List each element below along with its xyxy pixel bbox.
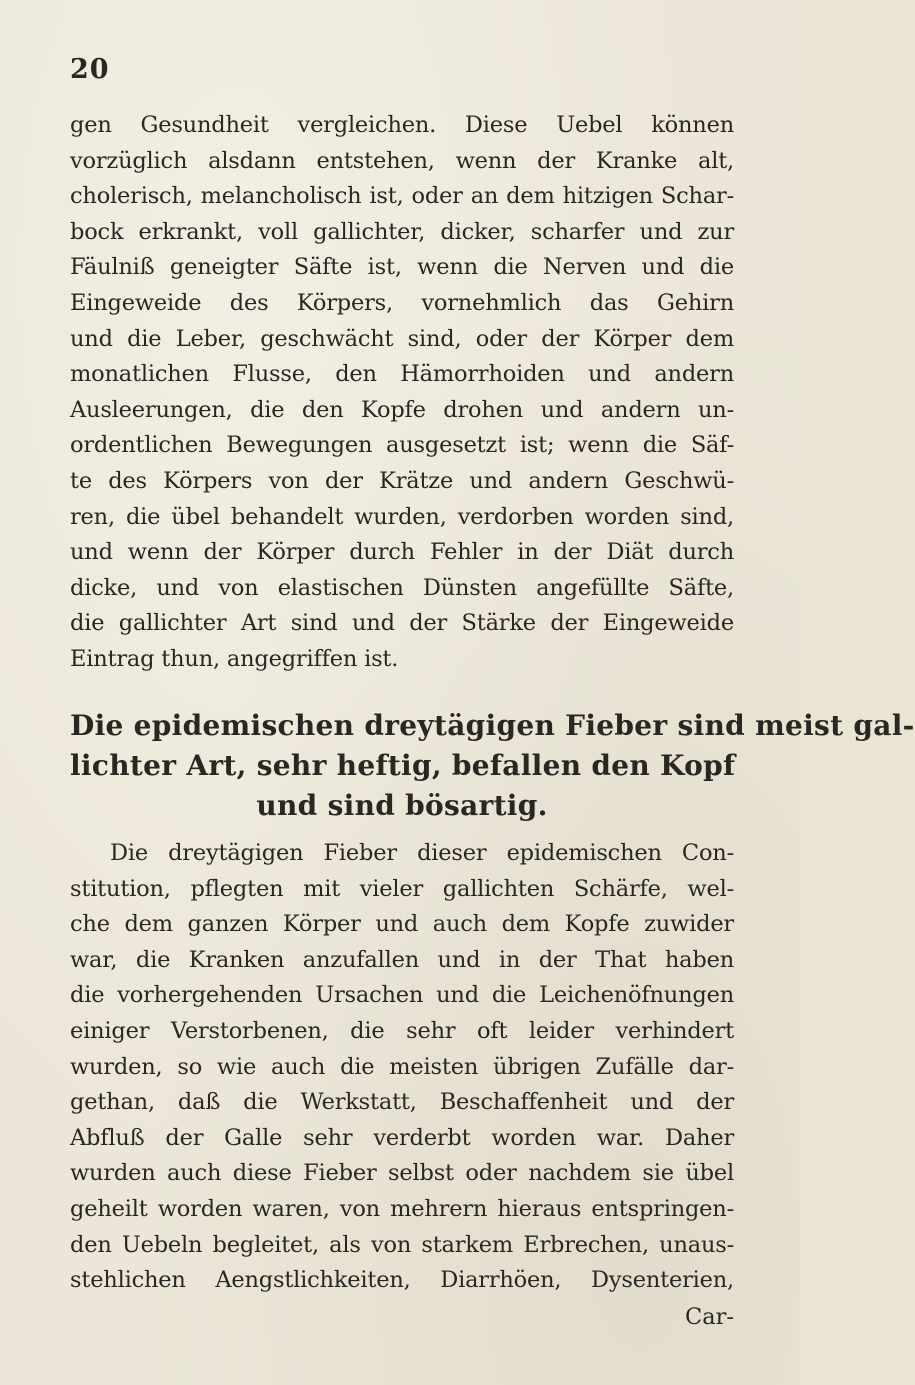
text-line: bock erkrankt, voll gallichter, dicker, scharfer und zur [70, 218, 734, 245]
text-line: Ausleerungen, die den Kopfe drohen und andern un- [70, 396, 734, 423]
text-line: gethan, daß die Werkstatt, Beschaffenheit und der [70, 1089, 734, 1116]
catchword: Car- [685, 1304, 734, 1330]
text-line: dicke, und von elastischen Dünsten angefüllte Säfte, [70, 574, 734, 601]
text-line: Abfluß der Galle sehr verderbt worden war. Daher [70, 1124, 734, 1151]
text-line: und die Leber, geschwächt sind, oder der Körper dem [70, 325, 734, 352]
text-line: ordentlichen Bewegungen ausgesetzt ist; wenn die Säf- [70, 432, 734, 459]
paragraph-2 [70, 836, 734, 1299]
text-line: die vorhergehenden Ursachen und die Leichenöfnungen [70, 982, 734, 1009]
text-line: Die dreytägigen Fieber dieser epidemischen Con- [110, 840, 734, 866]
heading-line: und sind bösartig. [256, 789, 548, 822]
text-line: stitution, pflegten mit vieler gallichten Schärfe, wel- [70, 875, 734, 902]
heading-line: Die epidemischen dreytägigen Fieber sind meist gal- [70, 709, 915, 742]
text-line: te des Körpers von der Krätze und andern Geschwü- [70, 467, 734, 494]
heading-line: lichter Art, sehr heftig, befallen den Kopf [70, 749, 736, 782]
text-line: Fäulniß geneigter Säfte ist, wenn die Nerven und die [70, 254, 734, 281]
text-line: stehlichen Aengstlichkeiten, Diarrhöen, Dysenterien, [70, 1267, 734, 1294]
text-line: vorzüglich alsdann entstehen, wenn der Kranke alt, [70, 147, 734, 174]
text-line: und wenn der Körper durch Fehler in der Diät durch [70, 539, 734, 566]
text-line: che dem ganzen Körper und auch dem Kopfe zuwider [70, 911, 734, 938]
paragraph-1 [70, 108, 734, 678]
text-line: cholerisch, melancholisch ist, oder an dem hitzigen Schar- [70, 183, 734, 210]
text-line: wurden auch diese Fieber selbst oder nachdem sie übel [70, 1160, 734, 1187]
text-line: einiger Verstorbenen, die sehr oft leider verhindert [70, 1017, 734, 1044]
text-line: Eintrag thun, angegriffen ist. [70, 645, 399, 672]
section-heading [70, 706, 915, 826]
page-number: 20 [70, 54, 110, 85]
text-line: geheilt worden waren, von mehrern hieraus entspringen- [70, 1195, 734, 1222]
text-line: wurden, so wie auch die meisten übrigen Zufälle dar- [70, 1053, 734, 1080]
text-line: die gallichter Art sind und der Stärke der Eingeweide [70, 610, 734, 637]
text-line: gen Gesundheit vergleichen. Diese Uebel können [70, 112, 734, 138]
text-line: ren, die übel behandelt wurden, verdorben worden sind, [70, 503, 734, 530]
text-line: den Uebeln begleitet, als von starkem Erbrechen, unaus- [70, 1231, 734, 1258]
text-line: monatlichen Flusse, den Hämorrhoiden und andern [70, 361, 734, 388]
text-line: war, die Kranken anzufallen und in der That haben [70, 946, 734, 973]
text-line: Eingeweide des Körpers, vornehmlich das Gehirn [70, 289, 734, 316]
